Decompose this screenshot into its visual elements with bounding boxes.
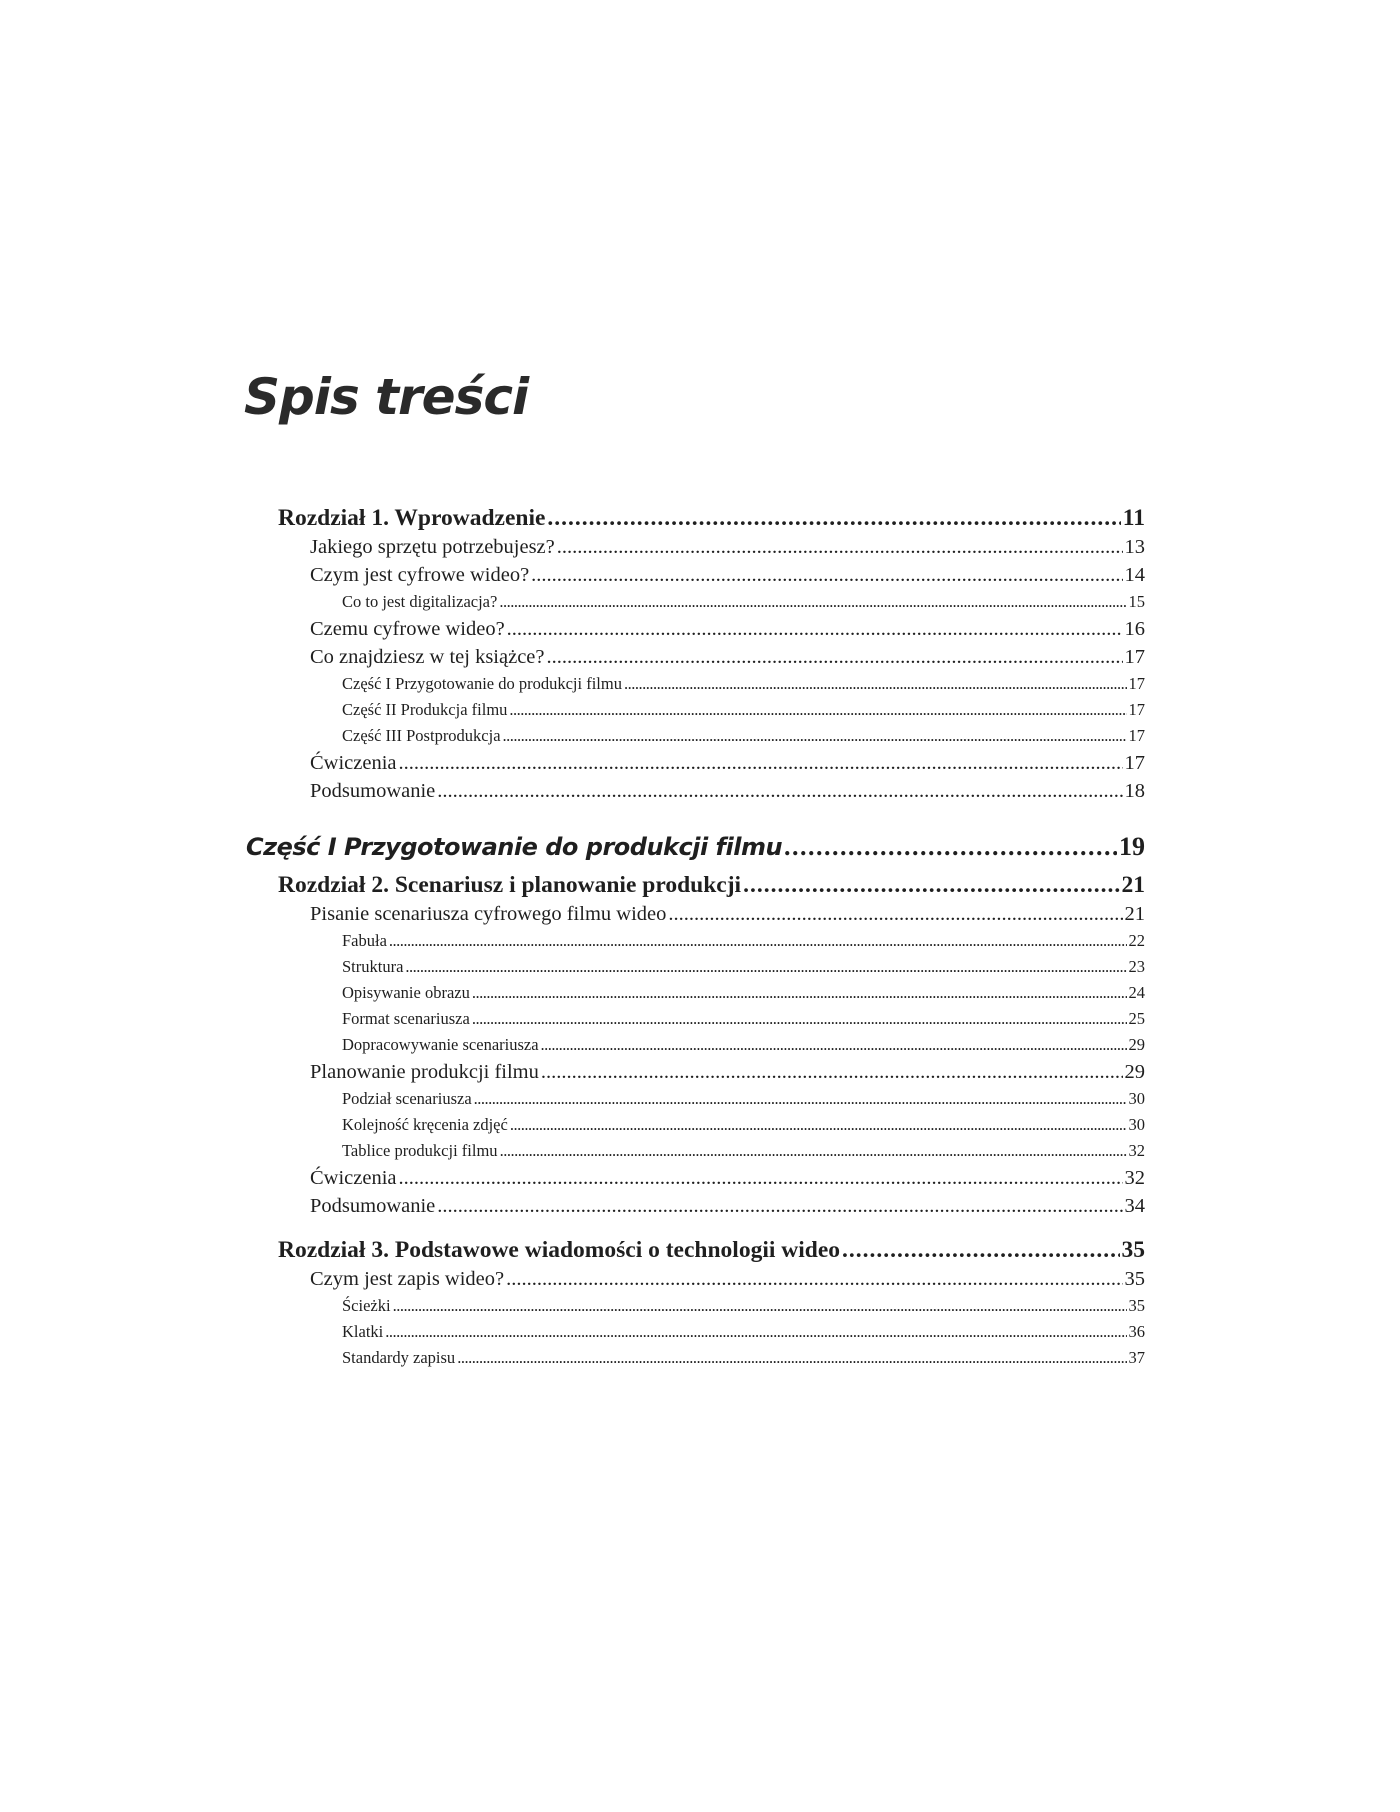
toc-entry-section[interactable]	[240, 615, 1145, 643]
toc-page-number: 35	[1128, 1296, 1145, 1315]
toc-dot-leader	[500, 1138, 1127, 1164]
toc-page-number: 18	[1124, 780, 1145, 802]
toc-dot-leader	[393, 1293, 1127, 1319]
toc-entry-subsection[interactable]	[240, 954, 1145, 980]
toc-entry-section[interactable]	[240, 1058, 1145, 1086]
toc-page-number: 29	[1124, 1061, 1145, 1083]
toc-page-number: 17	[1128, 726, 1145, 745]
toc-dot-leader	[510, 1112, 1127, 1138]
toc-entry-section[interactable]	[240, 777, 1145, 805]
toc-entry-label: Rozdział 2. Scenariusz i planowanie produkcji	[278, 872, 742, 898]
toc-entry-label: Podsumowanie	[310, 780, 436, 802]
toc-dot-leader	[506, 1265, 1122, 1293]
toc-entry-label: Podsumowanie	[310, 1195, 436, 1217]
toc-entry-label: Jakiego sprzętu potrzebujesz?	[310, 536, 555, 558]
toc-page-number: 17	[1124, 752, 1145, 774]
toc-page-number: 19	[1119, 832, 1145, 861]
toc-entry-chapter-1[interactable]	[240, 504, 1145, 533]
toc-entry-label: Ścieżki	[342, 1296, 391, 1315]
toc-entry-subsection[interactable]	[240, 1032, 1145, 1058]
toc-entry-label: Czym jest zapis wideo?	[310, 1268, 505, 1290]
toc-dot-leader	[457, 1345, 1126, 1371]
toc-entry-label: Rozdział 1. Wprowadzenie	[278, 505, 546, 531]
toc-page-number: 17	[1124, 646, 1145, 668]
toc-entry-subsection[interactable]	[240, 928, 1145, 954]
toc-entry-label: Ćwiczenia	[310, 752, 397, 774]
toc-entry-label: Planowanie produkcji filmu	[310, 1061, 539, 1083]
toc-entry-subsection[interactable]	[240, 1319, 1145, 1345]
toc-entry-label: Kolejność kręcenia zdjęć	[342, 1115, 508, 1134]
toc-page-number: 36	[1128, 1322, 1145, 1341]
toc-entry-section[interactable]	[240, 1192, 1145, 1220]
toc-page-number: 13	[1124, 536, 1145, 558]
toc-entry-label: Tablice produkcji filmu	[342, 1141, 498, 1160]
toc-entry-section[interactable]	[240, 1164, 1145, 1192]
toc-entry-label: Fabuła	[342, 931, 387, 950]
toc-entry-label: Pisanie scenariusza cyfrowego filmu wideo	[310, 903, 667, 925]
toc-page-number: 21	[1124, 903, 1145, 925]
toc-entry-section[interactable]	[240, 900, 1145, 928]
toc-entry-label: Ćwiczenia	[310, 1167, 397, 1189]
toc-entry-subsection[interactable]	[240, 723, 1145, 749]
toc-dot-leader	[474, 1086, 1127, 1112]
toc-dot-leader	[541, 1058, 1123, 1086]
toc-entry-label: Co znajdziesz w tej książce?	[310, 646, 545, 668]
toc-entry-subsection[interactable]	[240, 697, 1145, 723]
table-of-contents	[240, 504, 1145, 1371]
toc-entry-section[interactable]	[240, 1265, 1145, 1293]
toc-entry-label: Część III Postprodukcja	[342, 726, 501, 745]
toc-entry-label: Czemu cyfrowe wideo?	[310, 618, 505, 640]
toc-dot-leader	[399, 749, 1123, 777]
toc-dot-leader	[437, 777, 1122, 805]
toc-entry-subsection[interactable]	[240, 589, 1145, 615]
toc-entry-section[interactable]	[240, 533, 1145, 561]
toc-dot-leader	[405, 954, 1126, 980]
toc-entry-label: Część I Przygotowanie do produkcji filmu	[342, 674, 622, 693]
toc-page-number: 25	[1128, 1009, 1145, 1028]
toc-entry-label: Co to jest digitalizacja?	[342, 592, 498, 611]
toc-entry-label: Część II Produkcja filmu	[342, 700, 508, 719]
toc-dot-leader	[507, 615, 1123, 643]
toc-entry-label: Opisywanie obrazu	[342, 983, 470, 1002]
toc-dot-leader	[784, 827, 1117, 867]
toc-dot-leader	[531, 561, 1122, 589]
toc-dot-leader	[503, 723, 1127, 749]
toc-page-number: 17	[1128, 674, 1145, 693]
toc-entry-label: Format scenariusza	[342, 1009, 470, 1028]
toc-dot-leader	[668, 900, 1122, 928]
toc-entry-label: Klatki	[342, 1322, 384, 1341]
toc-page-number: 21	[1121, 872, 1145, 898]
toc-page-number: 23	[1128, 957, 1145, 976]
toc-dot-leader	[624, 671, 1127, 697]
toc-page-number: 17	[1128, 700, 1145, 719]
toc-dot-leader	[547, 504, 1120, 533]
toc-page-number: 24	[1128, 983, 1145, 1002]
toc-entry-section[interactable]	[240, 643, 1145, 671]
toc-entry-subsection[interactable]	[240, 980, 1145, 1006]
toc-page-number: 35	[1121, 1237, 1145, 1263]
toc-entry-chapter-2[interactable]	[240, 871, 1145, 900]
toc-entry-section[interactable]	[240, 749, 1145, 777]
toc-page-number: 35	[1124, 1268, 1145, 1290]
toc-dot-leader	[842, 1236, 1119, 1265]
toc-dot-leader	[437, 1192, 1122, 1220]
toc-page-number: 29	[1128, 1035, 1145, 1054]
toc-entry-subsection[interactable]	[240, 1293, 1145, 1319]
toc-page-number: 32	[1124, 1167, 1145, 1189]
toc-entry-part-1[interactable]	[240, 827, 1145, 867]
toc-page-number: 15	[1128, 592, 1145, 611]
toc-page-number: 32	[1128, 1141, 1145, 1160]
toc-entry-label: Struktura	[342, 957, 404, 976]
toc-entry-subsection[interactable]	[240, 1112, 1145, 1138]
toc-entry-label: Dopracowywanie scenariusza	[342, 1035, 539, 1054]
page-title: Spis treści	[244, 368, 529, 426]
toc-page-number: 30	[1128, 1089, 1145, 1108]
toc-entry-label: Czym jest cyfrowe wideo?	[310, 564, 530, 586]
toc-entry-subsection[interactable]	[240, 1086, 1145, 1112]
toc-entry-chapter-3[interactable]	[240, 1236, 1145, 1265]
toc-entry-label: Rozdział 3. Podstawowe wiadomości o technologii wideo	[278, 1237, 841, 1263]
toc-dot-leader	[385, 1319, 1126, 1345]
toc-dot-leader	[743, 871, 1119, 900]
toc-entry-subsection[interactable]	[240, 1138, 1145, 1164]
toc-dot-leader	[472, 980, 1127, 1006]
toc-entry-subsection[interactable]	[240, 1345, 1145, 1371]
toc-entry-label: Podział scenariusza	[342, 1089, 472, 1108]
toc-page-number: 30	[1128, 1115, 1145, 1134]
toc-entry-section[interactable]	[240, 561, 1145, 589]
toc-entry-label: Standardy zapisu	[342, 1348, 456, 1367]
toc-dot-leader	[541, 1032, 1127, 1058]
toc-entry-subsection[interactable]	[240, 671, 1145, 697]
toc-dot-leader	[547, 643, 1123, 671]
toc-entry-label: Część I Przygotowanie do produkcji filmu	[246, 833, 783, 861]
toc-dot-leader	[499, 589, 1126, 615]
toc-dot-leader	[557, 533, 1123, 561]
toc-page-number: 14	[1124, 564, 1145, 586]
toc-page-number: 11	[1122, 505, 1145, 531]
toc-dot-leader	[509, 697, 1126, 723]
toc-dot-leader	[389, 928, 1127, 954]
toc-dot-leader	[472, 1006, 1127, 1032]
toc-page-number: 37	[1128, 1348, 1145, 1367]
toc-entry-subsection[interactable]	[240, 1006, 1145, 1032]
toc-dot-leader	[399, 1164, 1123, 1192]
toc-page-number: 34	[1124, 1195, 1145, 1217]
toc-page-number: 16	[1124, 618, 1145, 640]
toc-page-number: 22	[1128, 931, 1145, 950]
